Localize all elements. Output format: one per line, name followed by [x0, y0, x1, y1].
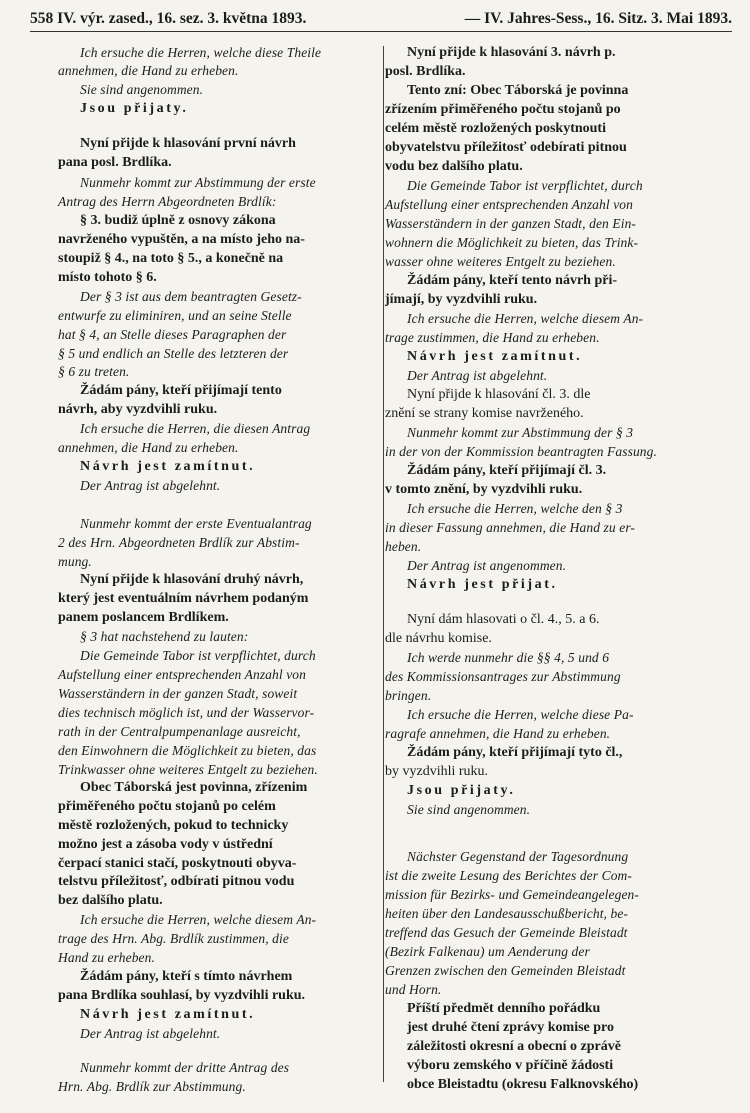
right-line: treffend das Gesuch der Gemeinde Bleistadt	[385, 925, 628, 940]
left-line: Antrag des Herrn Abgeordneten Brdlík:	[58, 194, 277, 209]
right-line: by vyzdvihli ruku.	[385, 764, 489, 779]
right-line: Ich ersuche die Herren, welche den § 3	[407, 501, 623, 516]
right-line: zřízením přiměřeného počtu stojanů po	[385, 102, 621, 117]
left-line: § 3 hat nachstehend zu lauten:	[80, 629, 249, 644]
left-line: čerpací stanici stačí, poskytnouti obyva-	[58, 856, 297, 871]
left-line: Trinkwasser ohne weiteres Entgelt zu beziehen.	[58, 762, 318, 777]
right-line: znění se strany komise navrženého.	[385, 406, 584, 421]
right-line: heiten über den Landesausschußbericht, be-	[385, 906, 629, 921]
right-line: Die Gemeinde Tabor ist verpflichtet, durch	[407, 178, 643, 193]
left-line: annehmen, die Hand zu erheben.	[58, 440, 239, 455]
right-line: wohnern die Möglichkeit zu bieten, das Trink-	[385, 235, 639, 250]
right-line: Sie sind angenommen.	[407, 802, 531, 817]
right-line: trage zustimmen, die Hand zu erheben.	[385, 330, 600, 345]
right-line: Ich ersuche die Herren, welche diesem An-	[407, 311, 644, 326]
left-line: bez dalšího platu.	[58, 893, 163, 908]
right-line: v tomto znění, by vyzdvihli ruku.	[385, 482, 583, 497]
left-line: pana posl. Brdlíka.	[58, 155, 172, 170]
left-line: navrženého vypuštěn, a na místo jeho na-	[58, 232, 305, 247]
left-line: entwurfe zu eliminiren, und an seine Stelle	[58, 308, 292, 323]
right-line: Nächster Gegenstand der Tagesordnung	[407, 849, 629, 864]
left-line: Ich ersuche die Herren, welche diese Theile	[80, 45, 322, 60]
left-line: Nunmehr kommt der erste Eventualantrag	[80, 516, 312, 531]
right-line: Návrh jest přijat.	[407, 577, 558, 592]
left-line: hat § 4, an Stelle dieses Paragraphen der	[58, 327, 287, 342]
left-line: § 5 und endlich an Stelle des letzteren der	[58, 346, 289, 361]
left-line: trage des Hrn. Abg. Brdlík zustimmen, die	[58, 931, 289, 946]
right-line: wasser ohne weiteres Entgelt zu beziehen.	[385, 254, 616, 269]
left-line: § 3. budiž úplně z osnovy zákona	[80, 213, 276, 228]
right-line: des Kommissionsantrages zur Abstimmung	[385, 669, 621, 684]
left-line: Der Antrag ist abgelehnt.	[80, 1026, 221, 1041]
right-line: Wasserständern in der ganzen Stadt, den Ein-	[385, 216, 637, 231]
right-line: Návrh jest zamítnut.	[407, 349, 583, 364]
right-line: Der Antrag ist abgelehnt.	[407, 368, 548, 383]
right-line: mission für Bezirks- und Gemeindeangelegen-	[385, 887, 639, 902]
right-line: Žádám pány, kteří přijímají tyto čl.,	[407, 745, 623, 760]
right-line: Jsou přijaty.	[407, 783, 516, 798]
left-line: Der § 3 ist aus dem beantragten Gesetz-	[80, 289, 302, 304]
right-line: obyvatelstvu příležitosť odebírati pitnou	[385, 140, 627, 155]
right-line: Tento zní: Obec Táborská je povinna	[407, 83, 629, 98]
left-line: Hand zu erheben.	[58, 950, 155, 965]
left-line: Nyní přijde k hlasování první návrh	[80, 136, 296, 151]
right-line: (Bezirk Falkenau) um Aenderung der	[385, 944, 590, 959]
right-line: Ich werde nunmehr die §§ 4, 5 und 6	[407, 650, 610, 665]
left-line: den Einwohnern die Möglichkeit zu bieten, das	[58, 743, 317, 758]
left-line: Návrh jest zamítnut.	[80, 1007, 256, 1022]
right-line: Nyní přijde k hlasování čl. 3. dle	[407, 387, 591, 402]
header-right: — IV. Jahres-Sess., 16. Sitz. 3. Mai 1893.	[464, 10, 732, 27]
right-line: jímají, by vyzdvihli ruku.	[385, 292, 538, 307]
right-line: ragrafe annehmen, die Hand zu erheben.	[385, 726, 611, 741]
right-line: Aufstellung einer entsprechenden Anzahl von	[385, 197, 633, 212]
right-line: Ich ersuche die Herren, welche diese Pa-	[407, 707, 634, 722]
left-line: Ich ersuche die Herren, welche diesem An-	[80, 912, 317, 927]
left-line: § 6 zu treten.	[58, 364, 130, 379]
right-line: vodu bez dalšího platu.	[385, 159, 523, 174]
right-line: dle návrhu komise.	[385, 631, 492, 646]
right-line: Nyní dám hlasovati o čl. 4., 5. a 6.	[407, 612, 600, 627]
right-line: Grenzen zwischen den Gemeinden Bleistadt	[385, 963, 626, 978]
left-line: Aufstellung einer entsprechenden Anzahl von	[58, 667, 306, 682]
left-line: Jsou přijaty.	[80, 101, 189, 116]
left-line: Der Antrag ist abgelehnt.	[80, 478, 221, 493]
right-line: Příští předmět denního pořádku	[407, 1001, 601, 1016]
right-line: ist die zweite Lesung des Berichtes der Com-	[385, 868, 632, 883]
left-line: Nyní přijde k hlasování druhý návrh,	[80, 572, 304, 587]
right-line: celém městě rozložených poskytnouti	[385, 121, 606, 136]
left-line: Nunmehr kommt zur Abstimmung der erste	[80, 175, 316, 190]
right-line: jest druhé čtení zprávy komise pro	[407, 1020, 614, 1035]
left-line: annehmen, die Hand zu erheben.	[58, 63, 239, 78]
left-line: Žádám pány, kteří přijímají tento	[80, 383, 282, 398]
right-line: záležitosti okresní a obecní o zprávě	[407, 1039, 621, 1054]
left-line: telstvu příležitosť, odbírati pitnou vodu	[58, 874, 295, 889]
left-line: Die Gemeinde Tabor ist verpflichtet, durch	[80, 648, 316, 663]
right-line: Nunmehr kommt zur Abstimmung der § 3	[407, 425, 634, 440]
right-line: posl. Brdlíka.	[385, 64, 466, 79]
left-line: 2 des Hrn. Abgeordneten Brdlík zur Abstim-	[58, 535, 300, 550]
left-line: Sie sind angenommen.	[80, 82, 204, 97]
right-line: Žádám pány, kteří tento návrh při-	[407, 273, 618, 288]
right-line: in dieser Fassung annehmen, die Hand zu er-	[385, 520, 635, 535]
left-line: který jest eventuálním návrhem podaným	[58, 591, 309, 606]
right-line: und Horn.	[385, 982, 442, 997]
left-line: Žádám pány, kteří s tímto návrhem	[80, 969, 293, 984]
left-line: Wasserständern in der ganzen Stadt, soweit	[58, 686, 298, 701]
right-line: Žádám pány, kteří přijímají čl. 3.	[407, 463, 607, 478]
left-line: Návrh jest zamítnut.	[80, 459, 256, 474]
right-line: in der von der Kommission beantragten Fassung.	[385, 444, 657, 459]
left-line: dies technisch möglich ist, und der Wasservor-	[58, 705, 315, 720]
left-line: Obec Táborská jest povinna, zřízenim	[80, 780, 308, 795]
left-line: návrh, aby vyzdvihli ruku.	[58, 402, 218, 417]
right-line: Der Antrag ist angenommen.	[407, 558, 567, 573]
left-line: Nunmehr kommt der dritte Antrag des	[80, 1060, 290, 1075]
right-line: bringen.	[385, 688, 432, 703]
left-line: městě rozložených, pokud to technicky	[58, 818, 289, 833]
left-line: pana Brdlíka souhlasí, by vyzdvihli ruku.	[58, 988, 306, 1003]
left-line: Ich ersuche die Herren, die diesen Antrag	[80, 421, 311, 436]
left-line: stoupiž § 4., na toto § 5., a konečně na	[58, 251, 284, 266]
left-line: rath in der Centralpumpenanlage ausreicht,	[58, 724, 301, 739]
left-line: přiměřeného počtu stojanů po celém	[58, 799, 276, 814]
left-line: panem poslancem Brdlíkem.	[58, 610, 229, 625]
right-line: výboru zemského v příčině žádosti	[407, 1058, 614, 1073]
left-line: místo tohoto § 6.	[58, 270, 157, 285]
right-line: obce Bleistadtu (okresu Falknovského)	[407, 1077, 639, 1092]
left-line: možno jest a zásoba vody v ústřední	[58, 837, 273, 852]
right-line: Nyní přijde k hlasování 3. návrh p.	[407, 45, 616, 60]
left-line: mung.	[58, 554, 92, 569]
left-line: Hrn. Abg. Brdlík zur Abstimmung.	[58, 1079, 246, 1094]
header-left: 558 IV. výr. zased., 16. sez. 3. května 1893.	[30, 10, 307, 27]
right-line: heben.	[385, 539, 422, 554]
